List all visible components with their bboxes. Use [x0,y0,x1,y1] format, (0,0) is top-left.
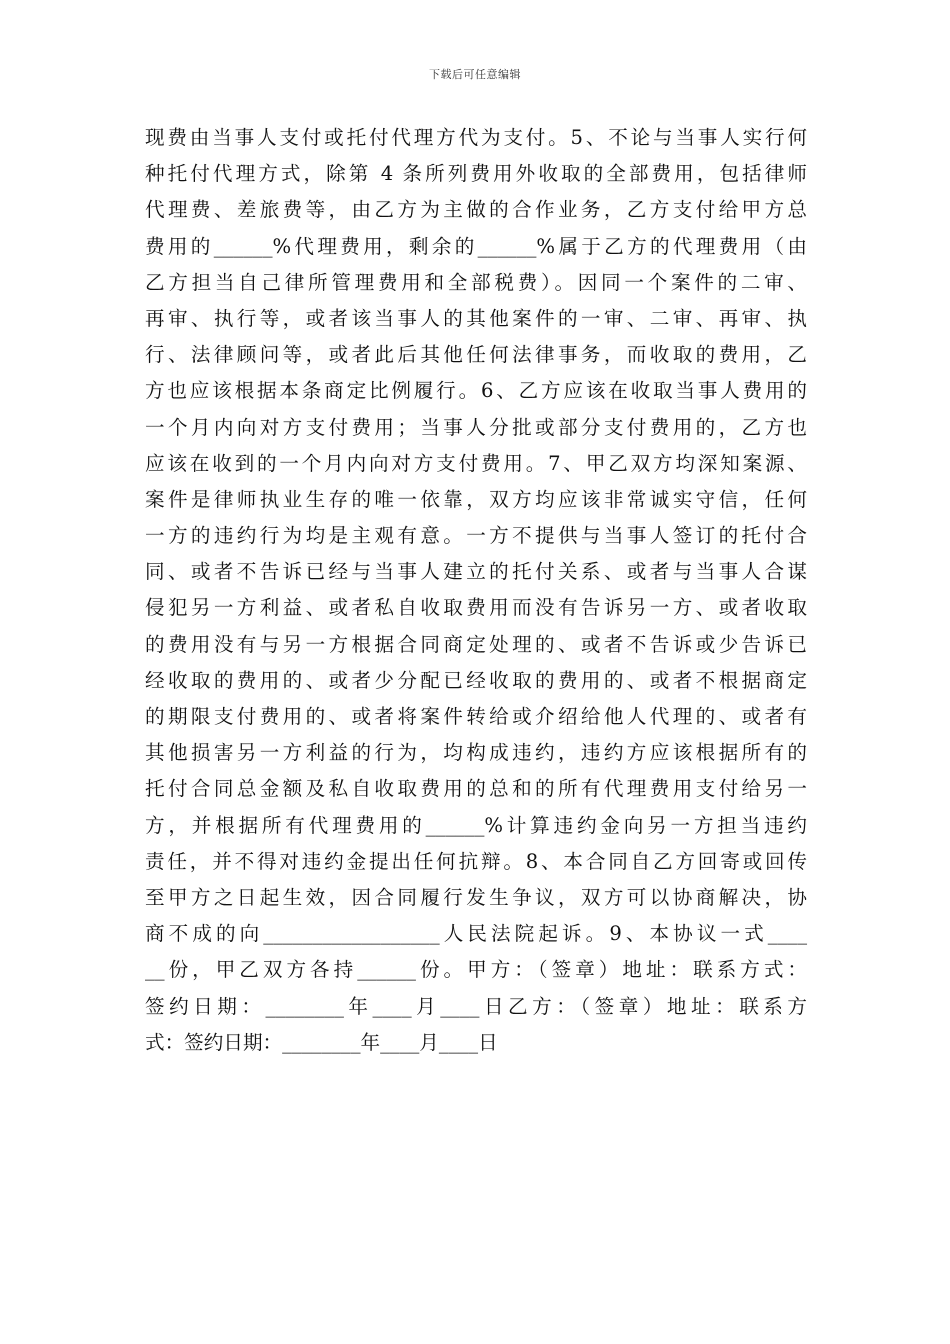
body-text-line: 签约日期：________年____月____日乙方：（签章）地址：联系方 [145,994,807,1018]
body-text-line: 商不成的向__________________人民法院起诉。9、本协议一式____ [145,922,807,946]
body-text-line: 同、或者不告诉已经与当事人建立的托付关系、或者与当事人合谋 [145,560,807,584]
body-text-line: 种托付代理方式，除第 4 条所列费用外收取的全部费用，包括律师 [145,162,807,186]
body-text-line: 行、法律顾问等，或者此后其他任何法律事务，而收取的费用，乙 [145,343,807,367]
body-text-line: 一个月内向对方支付费用；当事人分批或部分支付费用的，乙方也 [145,415,807,439]
body-text-line: 方也应该根据本条商定比例履行。6、乙方应该在收取当事人费用的 [145,379,807,403]
body-text-line: __份，甲乙双方各持______份。甲方：（签章）地址：联系方式： [145,958,807,982]
document-body [145,120,807,1061]
body-text-line: 应该在收到的一个月内向对方支付费用。7、甲乙双方均深知案源、 [145,451,807,475]
body-text-line: 的费用没有与另一方根据合同商定处理的、或者不告诉或少告诉已 [145,632,807,656]
body-text-line: 其他损害另一方利益的行为，均构成违约，违约方应该根据所有的 [145,741,807,765]
body-text-line: 乙方担当自己律所管理费用和全部税费）。因同一个案件的二审、 [145,270,807,294]
body-text-line: 责任，并不得对违约金提出任何抗辩。8、本合同自乙方回寄或回传 [145,849,807,873]
body-text-line: 侵犯另一方利益、或者私自收取费用而没有告诉另一方、或者收取 [145,596,807,620]
body-text-line: 至甲方之日起生效，因合同履行发生争议，双方可以协商解决，协 [145,885,807,909]
body-text-line: 托付合同总金额及私自收取费用的总和的所有代理费用支付给另一 [145,777,807,801]
body-text-line: 一方的违约行为均是主观有意。一方不提供与当事人签订的托付合 [145,524,807,548]
body-text-line: 的期限支付费用的、或者将案件转给或介绍给他人代理的、或者有 [145,705,807,728]
page-header-note: 下载后可任意编辑 [429,68,521,81]
body-text-line: 经收取的费用的、或者少分配已经收取的费用的、或者不根据商定 [145,668,807,692]
body-text-line: 再审、执行等，或者该当事人的其他案件的一审、二审、再审、执 [145,306,807,330]
body-text-line: 费用的______%代理费用，剩余的______%属于乙方的代理费用（由 [145,234,807,258]
body-text-line: 案件是律师执业生存的唯一依靠，双方均应该非常诚实守信，任何 [145,487,807,511]
body-text-line: 代理费、差旅费等，由乙方为主做的合作业务，乙方支付给甲方总 [145,198,807,222]
body-text-line: 现费由当事人支付或托付代理方代为支付。5、不论与当事人实行何 [145,126,807,149]
body-text-line: 式：签约日期：________年____月____日 [145,1030,498,1054]
body-text-line: 方，并根据所有代理费用的______%计算违约金向另一方担当违约 [145,813,807,837]
